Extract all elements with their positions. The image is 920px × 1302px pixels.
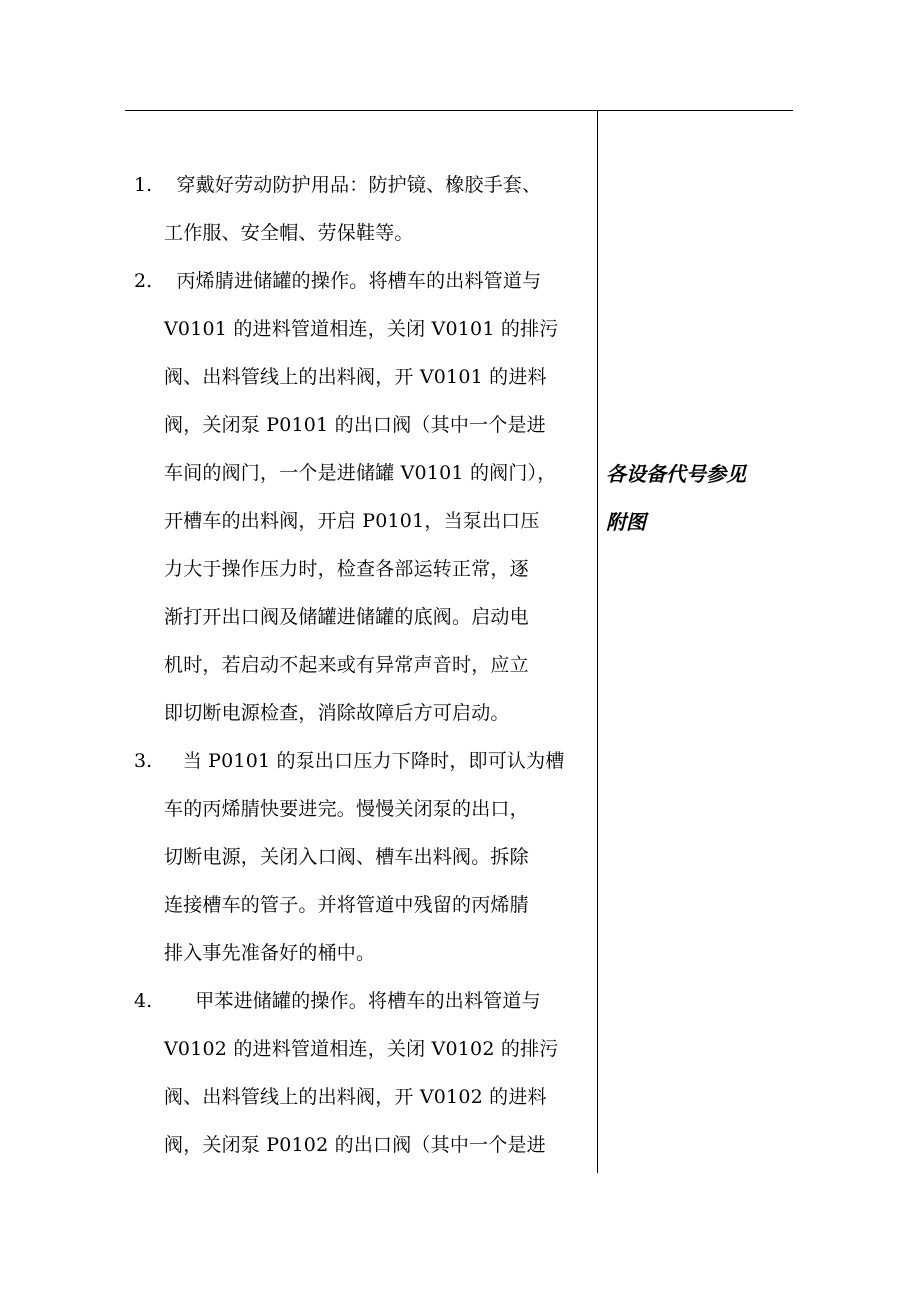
list-item-1 <box>130 161 592 257</box>
item-number: 1. <box>134 174 153 196</box>
item-line: 车的丙烯腈快要进完。慢慢关闭泵的出口， <box>164 798 529 820</box>
item-line: 连接槽车的管子。并将管道中残留的丙烯腈 <box>164 894 529 916</box>
item-line: 穿戴好劳动防护用品：防护镜、橡胶手套、 <box>164 174 542 196</box>
item-line: 开槽车的出料阀，开启 P0101，当泵出口压 <box>164 510 540 532</box>
item-line: V0102 的进料管道相连，关闭 V0102 的排污 <box>164 1038 559 1060</box>
item-line: 阀，关闭泵 P0101 的出口阀（其中一个是进 <box>164 414 546 436</box>
item-line: 力大于操作压力时，检查各部运转正常，逐 <box>164 558 529 580</box>
side-note <box>606 450 786 546</box>
side-note-line: 各设备代号参见 <box>606 462 746 486</box>
item-line: V0101 的进料管道相连，关闭 V0101 的排污 <box>164 318 559 340</box>
item-line: 当 P0101 的泵出口压力下降时，即可认为槽 <box>164 750 565 772</box>
list-item-3 <box>130 737 592 977</box>
item-line: 阀、出料管线上的出料阀，开 V0102 的进料 <box>164 1086 547 1108</box>
item-line: 切断电源，关闭入口阀、槽车出料阀。拆除 <box>164 846 529 868</box>
item-line: 甲苯进储罐的操作。将槽车的出料管道与 <box>164 990 541 1012</box>
item-number: 4. <box>134 990 153 1012</box>
item-line: 阀，关闭泵 P0102 的出口阀（其中一个是进 <box>164 1134 546 1156</box>
item-line: 车间的阀门，一个是进储罐 V0101 的阀门）， <box>164 462 557 484</box>
side-note-line: 附图 <box>606 510 646 534</box>
top-rule <box>125 110 793 111</box>
item-line: 渐打开出口阀及储罐进储罐的底阀。启动电 <box>164 606 529 628</box>
item-line: 即切断电源检查，消除故障后方可启动。 <box>164 702 510 724</box>
item-line: 机时，若启动不起来或有异常声音时，应立 <box>164 654 529 676</box>
item-line: 工作服、安全帽、劳保鞋等。 <box>164 222 414 244</box>
item-line: 排入事先准备好的桶中。 <box>164 942 376 964</box>
item-number: 3. <box>134 750 153 772</box>
item-line: 丙烯腈进储罐的操作。将槽车的出料管道与 <box>164 270 542 292</box>
list-item-2 <box>130 257 592 737</box>
item-line: 阀、出料管线上的出料阀，开 V0101 的进料 <box>164 366 547 388</box>
list-item-4 <box>130 977 592 1169</box>
procedure-list <box>130 161 592 1169</box>
item-number: 2. <box>134 270 153 292</box>
column-divider <box>597 111 598 1173</box>
